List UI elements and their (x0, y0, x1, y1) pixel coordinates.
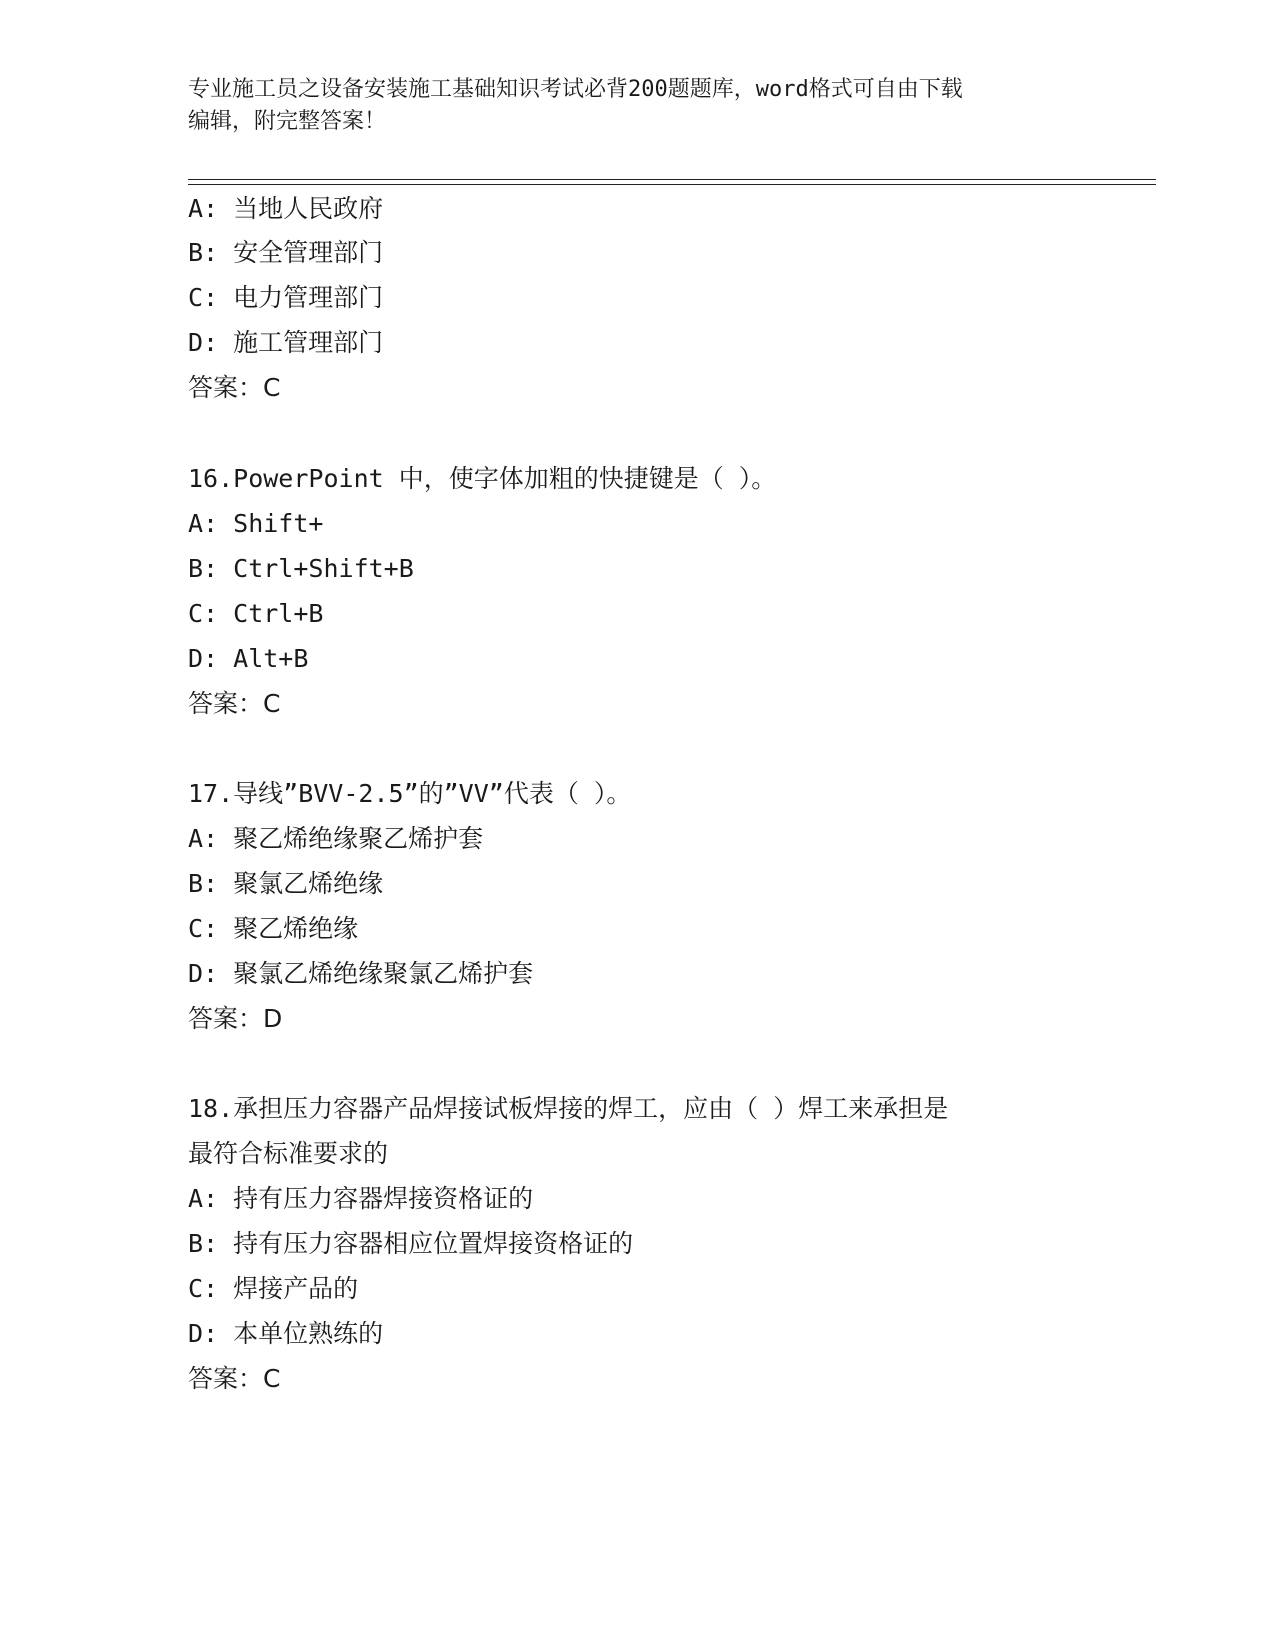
q16-option-c: C: Ctrl+B (188, 599, 324, 628)
q16-answer: 答案：C (188, 689, 281, 718)
document-header (188, 74, 1088, 138)
header-line-2: 编辑，附完整答案！ (188, 109, 387, 134)
q17-option-c: C: 聚乙烯绝缘 (188, 914, 359, 943)
q17-option-b: B: 聚氯乙烯绝缘 (188, 869, 384, 898)
q18-question-line-2: 最符合标准要求的 (188, 1139, 389, 1168)
q18-answer: 答案：C (188, 1364, 281, 1393)
q18-option-d: D: 本单位熟练的 (188, 1319, 384, 1348)
q15-option-a: A: 当地人民政府 (188, 194, 384, 223)
q17-option-d: D: 聚氯乙烯绝缘聚氯乙烯护套 (188, 959, 534, 988)
q15-answer: 答案：C (188, 373, 281, 402)
header-rule-bottom (188, 184, 1156, 185)
header-line-1: 专业施工员之设备安装施工基础知识考试必背200题题库，word格式可自由下载 (188, 77, 963, 102)
q16-option-b: B: Ctrl+Shift+B (188, 554, 414, 583)
q17-option-a: A: 聚乙烯绝缘聚乙烯护套 (188, 824, 484, 853)
q15-option-c: C: 电力管理部门 (188, 283, 384, 312)
q15-option-b: B: 安全管理部门 (188, 238, 384, 267)
q18-option-a: A: 持有压力容器焊接资格证的 (188, 1184, 534, 1213)
header-rule-top (188, 179, 1156, 180)
q18-option-b: B: 持有压力容器相应位置焊接资格证的 (188, 1229, 634, 1258)
q15-option-d: D: 施工管理部门 (188, 328, 384, 357)
q17-question: 17.导线”BVV-2.5”的”VV”代表（ ）。 (188, 779, 632, 808)
q18-option-c: C: 焊接产品的 (188, 1274, 359, 1303)
q17-answer: 答案：D (188, 1004, 283, 1033)
q16-question: 16.PowerPoint 中，使字体加粗的快捷键是（ ）。 (188, 464, 777, 493)
q18-question-line-1: 18.承担压力容器产品焊接试板焊接的焊工，应由（ ）焊工来承担是 (188, 1094, 949, 1123)
q16-option-a: A: Shift+ (188, 509, 324, 538)
q16-option-d: D: Alt+B (188, 644, 309, 673)
